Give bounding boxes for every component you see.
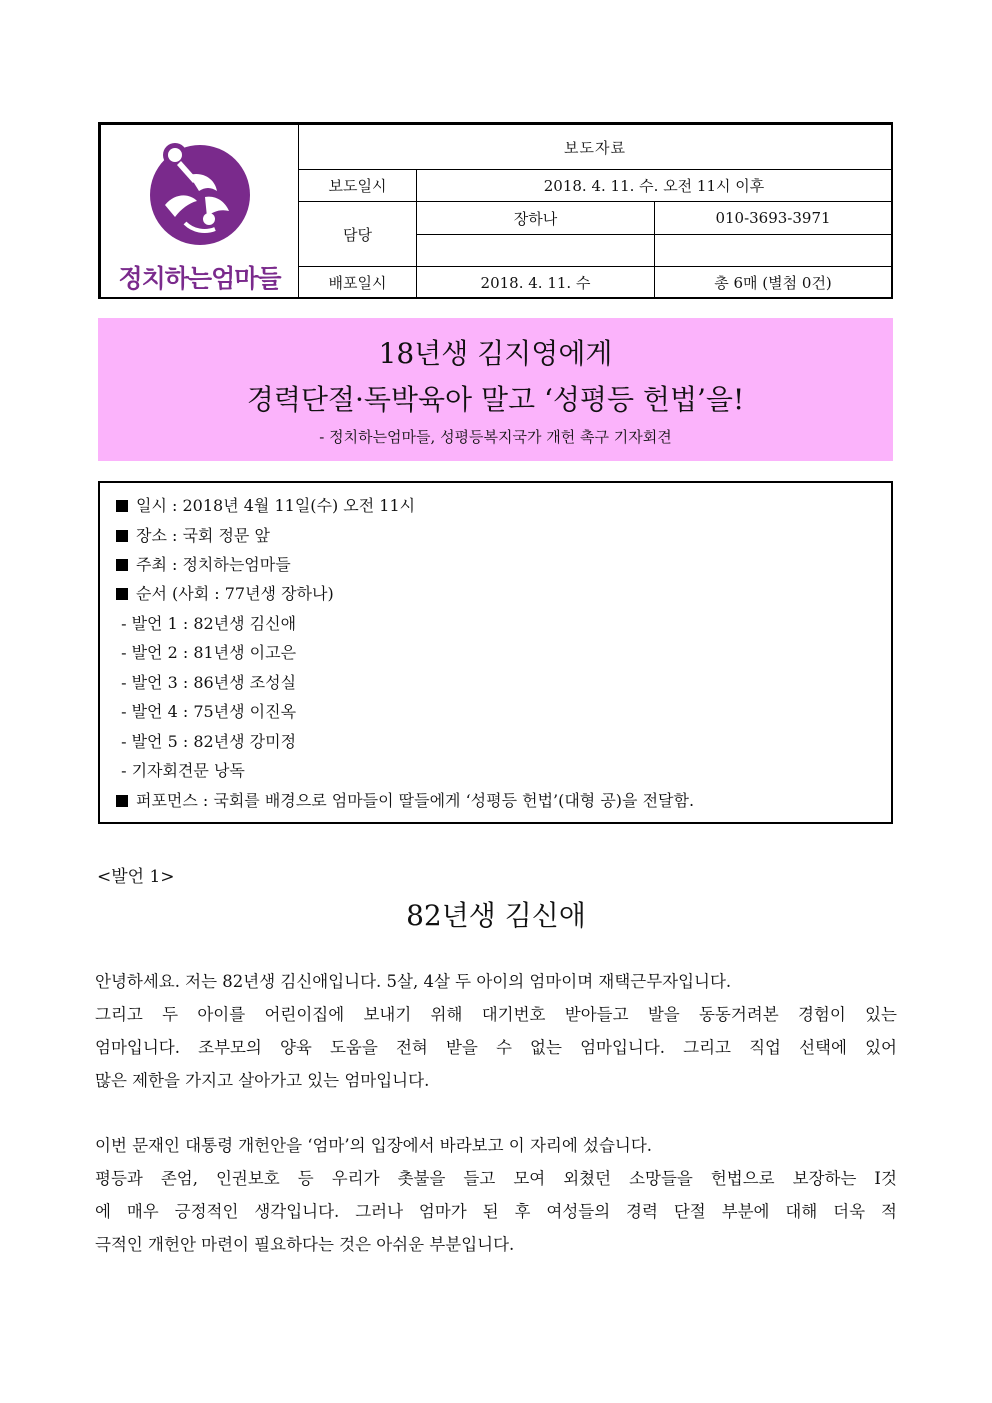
press-header-table	[98, 122, 893, 299]
program-item: - 기자회견문 낭독	[116, 761, 245, 780]
paragraph-line: 평등과 존엄, 인권보호 등 우리가 촛불을 들고 모여 외쳤던 소망들을 헌법으로 보장하는 Ⅰ것	[95, 1169, 897, 1188]
square-bullet-icon	[116, 795, 128, 807]
release-value: 2018. 4. 11. 수. 오전 11시 이후	[417, 170, 892, 202]
pages-value: 총 6매 (별첨 0건)	[655, 267, 892, 299]
program-item: - 발언 3 : 86년생 조성실	[116, 673, 297, 692]
headline-line-2: 경력단절·독박육아 말고 ‘성평등 헌법’을!	[246, 383, 745, 416]
headline-subtitle: - 정치하는엄마들, 성평등복지국가 개헌 촉구 기자회견	[319, 428, 672, 446]
doc-type-title: 보도자료	[299, 125, 892, 170]
section-label: <발언 1>	[97, 867, 175, 887]
square-bullet-icon	[116, 588, 128, 600]
square-bullet-icon	[116, 559, 128, 571]
org-logo-cell	[101, 125, 299, 299]
info-item: 일시 : 2018년 4월 11일(수) 오전 11시	[116, 493, 415, 516]
contact-empty-cell	[655, 235, 892, 267]
paragraph-line: 이번 문재인 대통령 개헌안을 ‘엄마’의 입장에서 바라보고 이 자리에 섰습니다.	[95, 1136, 653, 1155]
section-title: 82년생 김신애	[406, 899, 586, 932]
speech-paragraph-2	[95, 1129, 897, 1261]
paragraph-line: 많은 제한을 가지고 살아가고 있는 엄마입니다.	[95, 1071, 430, 1090]
program-item: - 발언 4 : 75년생 이진옥	[116, 702, 297, 721]
paragraph-line: 에 매우 긍정적인 생각입니다. 그러나 엄마가 된 후 여성들의 경력 단절 부분에 대해 더욱 적	[95, 1202, 897, 1221]
paragraph-line: 엄마입니다. 조부모의 양육 도움을 전혀 받을 수 없는 엄마입니다. 그리고 직업 선택에 있어	[95, 1038, 897, 1057]
distribution-label: 배포일시	[299, 267, 417, 299]
square-bullet-icon	[116, 500, 128, 512]
paragraph-line: 극적인 개헌안 마련이 필요하다는 것은 아쉬운 부분입니다.	[95, 1235, 515, 1254]
paragraph-line: 그리고 두 아이를 어린이집에 보내기 위해 대기번호 받아들고 발을 동동거려본 경험이 있는	[95, 1005, 897, 1024]
org-logo-icon	[145, 135, 255, 250]
contact-name: 장하나	[417, 202, 655, 235]
speech-paragraph-1	[95, 965, 897, 1097]
paragraph-line: 안녕하세요. 저는 82년생 김신애입니다. 5살, 4살 두 아이의 엄마이며 재택근무자입니다.	[95, 972, 732, 991]
info-item: 순서 (사회 : 77년생 장하나)	[116, 581, 334, 604]
distribution-value: 2018. 4. 11. 수	[417, 267, 655, 299]
title-banner	[98, 318, 893, 461]
contact-phone: 010-3693-3971	[655, 202, 892, 235]
event-info-box	[98, 481, 893, 824]
contact-empty-cell	[417, 235, 655, 267]
release-label: 보도일시	[299, 170, 417, 202]
program-item: - 발언 5 : 82년생 강미정	[116, 732, 297, 751]
headline-line-1: 18년생 김지영에게	[378, 337, 613, 370]
org-logo-text: 정치하는엄마들	[118, 264, 281, 293]
square-bullet-icon	[116, 530, 128, 542]
info-item: 장소 : 국회 정문 앞	[116, 523, 270, 546]
contact-label: 담당	[299, 202, 417, 267]
program-item: - 발언 2 : 81년생 이고은	[116, 643, 297, 662]
info-item: 주최 : 정치하는엄마들	[116, 552, 291, 575]
info-item: 퍼포먼스 : 국회를 배경으로 엄마들이 딸들에게 ‘성평등 헌법’(대형 공)을 전달함.	[116, 788, 694, 811]
program-item: - 발언 1 : 82년생 김신애	[116, 614, 297, 633]
